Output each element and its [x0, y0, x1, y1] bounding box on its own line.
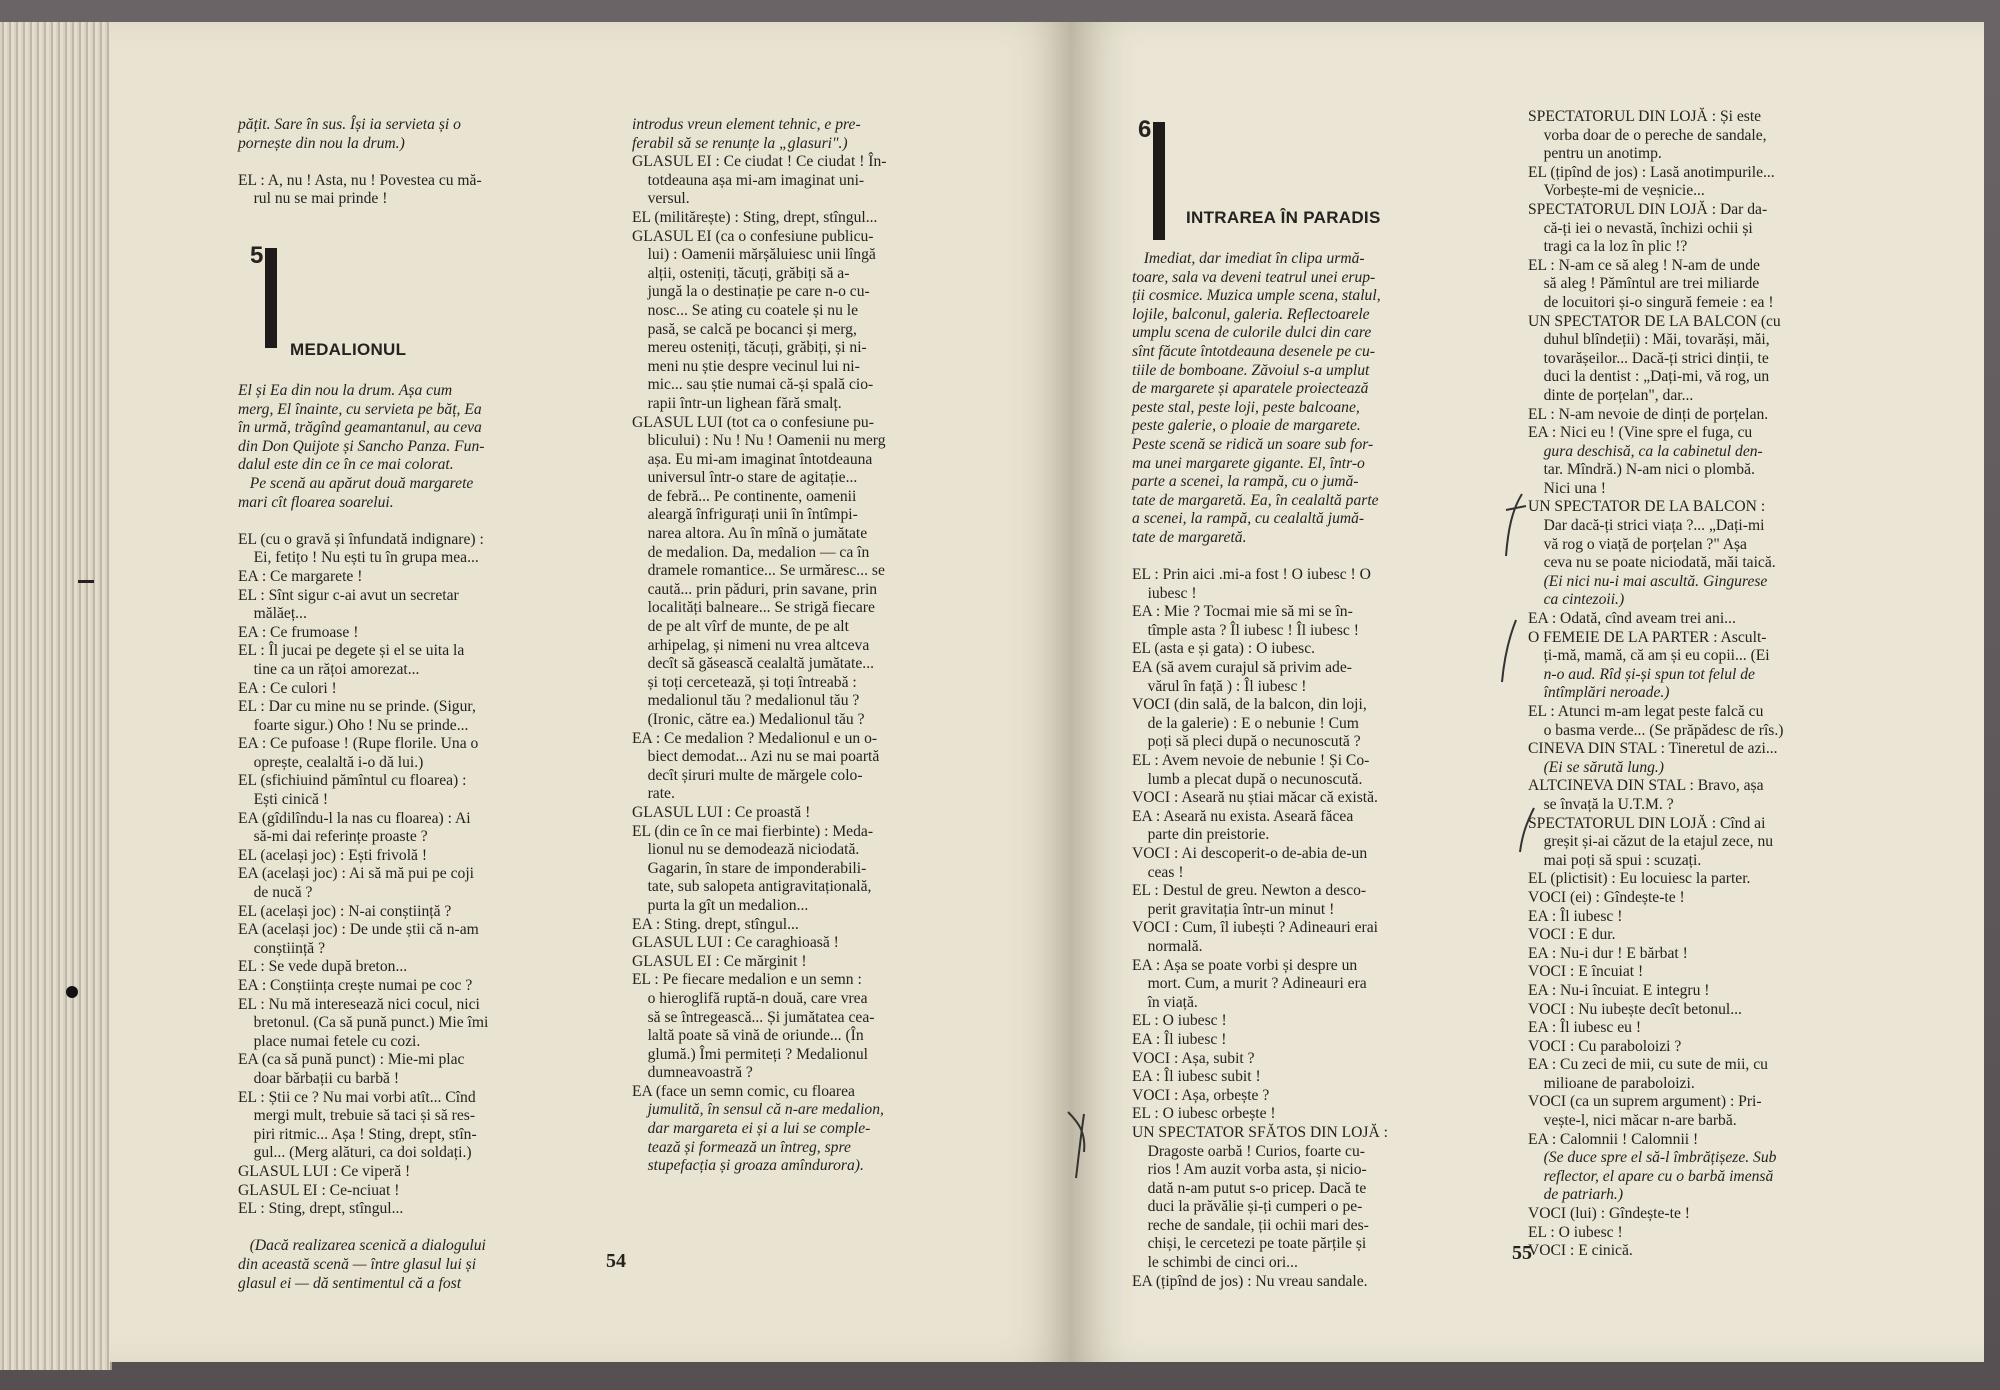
text-line: milioane de paraboloizi.: [1528, 1074, 1695, 1092]
text-line: aleargă înfrigurați unii în întîmpi-: [632, 506, 858, 524]
section-bar: [1153, 122, 1165, 240]
pencil-mark-1: [1492, 490, 1532, 560]
text-line: lojile, balconul, galeria. Reflectoarele: [1132, 305, 1370, 323]
text-line: vește-l, nici măcar n-are barbă.: [1528, 1112, 1737, 1130]
text-line: din această scenă — între glasul lui și: [238, 1255, 477, 1273]
text-line: EL : N-am ce să aleg ! N-am de unde: [1528, 256, 1760, 274]
text-line: VOCI : Ai descoperit-o de-abia de-un: [1132, 845, 1368, 862]
text-line: mai poți să spui : scuzați.: [1528, 851, 1702, 869]
text-line: tate de margaretă. Ea, în cealaltă parte: [1132, 491, 1379, 509]
margin-dot: [66, 986, 78, 998]
text-line: parte a scenei, la rampă, cu o jumă-: [1132, 473, 1359, 491]
text-line: dată n-am putut s-o pricep. Dacă te: [1132, 1179, 1367, 1197]
margin-tick: [78, 580, 94, 583]
text-line: universul într-o stare de agitație...: [632, 469, 858, 487]
text-line: EL : A, nu ! Asta, nu ! Povestea cu mă-: [238, 171, 482, 189]
section-number: 5: [250, 242, 264, 269]
page-number: 54: [606, 1250, 626, 1272]
text-line: dalul este din ce în ce mai colorat.: [238, 456, 454, 474]
text-line: de febră... Pe continente, oamenii: [632, 487, 857, 505]
text-line: EA : Ce frumoase !: [238, 623, 359, 641]
text-line: purta la gît un medalion...: [632, 896, 809, 914]
text-line: poți să pleci după o necunoscută ?: [1132, 733, 1361, 751]
text-line: medalionul tău ? medalionul tău ?: [632, 692, 860, 710]
text-line: duci la prăvălie și-ți cumperi o pe-: [1132, 1198, 1363, 1216]
text-line: decît să găsească cealaltă jumătate...: [632, 655, 875, 673]
text-line: peste galerie, o ploaie de margarete.: [1132, 417, 1361, 435]
text-line: EL : Destul de greu. Newton a desco-: [1132, 882, 1367, 900]
text-line: a scenei, la rampă, cu cealaltă jumă-: [1132, 510, 1365, 528]
text-line: EL (același joc) : N-ai conștiință ?: [238, 902, 452, 920]
text-line: (Ei se sărută lung.): [1528, 758, 1665, 776]
text-line: EA : Ce culori !: [238, 679, 337, 697]
text-line: de pe alt vîrf de munte, de pe alt: [632, 618, 849, 636]
text-line: VOCI (din sală, de la balcon, din loji,: [1132, 696, 1367, 714]
text-line: doar bărbații cu barbă !: [238, 1069, 400, 1087]
text-line: EL (țipînd de jos) : Lasă anotimpurile...: [1528, 163, 1775, 181]
text-line: GLASUL EI : Ce ciudat ! Ce ciudat ! În-: [632, 153, 887, 171]
text-line: tar. Mîndră.) N-am nici o plombă.: [1528, 461, 1755, 479]
text-line: lionul nu se demodează niciodată.: [632, 841, 860, 859]
text-line: EA : Îl iubesc eu !: [1528, 1019, 1642, 1037]
text-line: GLASUL EI (ca o confesiune publicu-: [632, 227, 874, 245]
text-line: stupefacția și groaza amîndurora).: [632, 1157, 864, 1175]
text-line: EL : Nu mă interesează nici cocul, nici: [238, 995, 480, 1013]
text-line: de patriarh.): [1528, 1186, 1624, 1204]
text-line: reche de sandale, ții ochii mari des-: [1132, 1216, 1369, 1234]
text-line: EL : O iubesc !: [1528, 1223, 1623, 1241]
text-line: EL (sfichiuind pămîntul cu floarea) :: [238, 772, 467, 790]
text-line: lui) : Oamenii mărșăluiesc unii lîngă: [632, 246, 876, 264]
text-line: mic... sau știe numai că-și spală cio-: [632, 376, 874, 394]
text-line: așa. Eu mi-am imaginat întotdeauna: [632, 450, 873, 468]
text-line: CINEVA DIN STAL : Tineretul de azi...: [1528, 740, 1778, 758]
text-line: jumulită, în sensul că n-are medalion,: [632, 1101, 884, 1119]
text-line: EL (asta e și gata) : O iubesc.: [1132, 640, 1316, 658]
text-line: mălăeț...: [238, 605, 307, 623]
text-line: VOCI : E cinică.: [1528, 1242, 1633, 1260]
text-line: (Ei nici nu-i mai ascultă. Gingurese: [1528, 572, 1768, 590]
text-line: chiși, le cercetezi pe toate părțile și: [1132, 1235, 1367, 1253]
text-line: n-o aud. Rîd și-și spun tot felul de: [1528, 665, 1755, 683]
text-line: EA : Odată, cînd aveam trei ani...: [1528, 610, 1736, 628]
text-line: rios ! Am auzit vorba asta, și nicio-: [1132, 1161, 1367, 1179]
left-col1-body-text: [238, 382, 598, 1293]
text-line: dinte de porțelan", dar...: [1528, 386, 1694, 404]
text-line: de nucă ?: [238, 884, 313, 902]
text-line: EL (militărește) : Sting, drept, stîngul...: [632, 208, 878, 226]
text-line: să aleg ! Pămîntul are trei miliarde: [1528, 275, 1760, 293]
text-line: biect demodat... Azi nu se mai poartă: [632, 748, 880, 766]
text-line: nosc... Se ating cu coatele și nu le: [632, 301, 859, 319]
text-line: rapii într-un lighean fără smalț.: [632, 394, 842, 412]
text-line: Peste scenă se ridică un soare sub for-: [1132, 435, 1374, 453]
text-line: tiile de bomboane. Zăvoiul s-a umplut: [1132, 361, 1370, 379]
pencil-mark-3: [1510, 804, 1540, 854]
right-page: [1072, 22, 1984, 1362]
text-line: [1132, 548, 1532, 567]
text-line: se învață la U.T.M. ?: [1528, 795, 1674, 813]
text-line: glasul ei — dă sentimentul că a fost: [238, 1274, 462, 1292]
text-line: de medalion. Da, medalion — ca în: [632, 543, 870, 561]
text-line: UN SPECTATOR SFĂTOS DIN LOJĂ :: [1132, 1123, 1388, 1141]
text-line: EA : Îl iubesc !: [1132, 1030, 1227, 1048]
text-line: EA : Sting. drept, stîngul...: [632, 915, 799, 933]
text-line: ca cintezoii.): [1528, 591, 1625, 609]
text-line: place numai fetele cu cozi.: [238, 1032, 421, 1050]
text-line: EA : Nu-i dur ! E bărbat !: [1528, 944, 1688, 962]
text-line: jungă la o destinație pe care n-o cu-: [632, 283, 870, 301]
text-line: EL : Atunci m-am legat peste falcă cu: [1528, 703, 1764, 720]
text-line: EL : Sînt sigur c-ai avut un secretar: [238, 586, 459, 604]
text-line: dumneavoastră ?: [632, 1064, 753, 1082]
text-line: iubesc !: [1132, 584, 1197, 602]
text-line: EL : O iubesc orbește !: [1132, 1105, 1276, 1123]
text-line: și toți cercetează, și toți întreabă :: [632, 673, 857, 691]
section-title: MEDALIONUL: [290, 340, 407, 359]
text-line: GLASUL LUI : Ce viperă !: [238, 1162, 411, 1180]
text-line: gul... (Merg alături, ca doi soldați.): [238, 1144, 472, 1162]
text-line: ma unei margarete gigante. El, într-o: [1132, 454, 1365, 472]
text-line: localități balneare... Se strigă fiecare: [632, 599, 875, 617]
text-line: dar margareta ei și a lui se comple-: [632, 1120, 871, 1138]
text-line: lumb a plecat după o necunoscută.: [1132, 770, 1363, 788]
text-line: versul.: [632, 190, 690, 208]
text-line: Ești cinică !: [238, 791, 329, 809]
text-line: bretonul. (Ca să pună punct.) Mie îmi: [238, 1014, 489, 1032]
text-line: ți-mă, mamă, că am și eu copii... (Ei: [1528, 647, 1770, 665]
text-line: tovarășeilor... Dacă-ți strici dinții, te: [1528, 349, 1769, 367]
text-line: EA : Nici eu ! (Vine spre el fuga, cu: [1528, 424, 1753, 442]
text-line: umplu scena de culorile dulci din care: [1132, 324, 1372, 342]
text-line: mort. Cum, a murit ? Adineauri era: [1132, 975, 1367, 993]
right-col2-text: [1528, 108, 1948, 1261]
text-line: pasă, se calcă pe bocanci și merg,: [632, 320, 857, 338]
text-line: EA : Ce pufoase ! (Rupe florile. Una o: [238, 735, 479, 753]
text-line: laltă poate să vină de oriunde... (În: [632, 1027, 864, 1045]
text-line: parte din preistorie.: [1132, 826, 1270, 844]
section-6-marker: [1138, 118, 1165, 240]
text-line: Vorbește-mi de veșnicie...: [1528, 182, 1705, 200]
text-line: EL : Pe fiecare medalion e un semn :: [632, 971, 862, 989]
text-line: tează și formează un întreg, spre: [632, 1138, 851, 1156]
text-line: EL : Îl jucai pe degete și el se uita la: [238, 642, 465, 660]
text-line: Pe scenă au apărut două margarete: [238, 474, 474, 492]
text-line: SPECTATORUL DIN LOJĂ : Cînd ai: [1528, 814, 1766, 832]
text-line: oprește, cealaltă i-o dă lui.): [238, 753, 424, 771]
text-line: EL : Prin aici .mi-a fost ! O iubesc ! O: [1132, 566, 1371, 584]
text-line: glumă.) Îmi permiteți ? Medalionul: [632, 1045, 869, 1063]
page-edges: [0, 22, 112, 1370]
text-line: în viață.: [1132, 993, 1198, 1011]
text-line: EA (gîdilîndu-l la nas cu floarea) : Ai: [238, 809, 471, 827]
text-line: în urmă, trăgînd geamantanul, au ceva: [238, 419, 482, 437]
text-line: UN SPECTATOR DE LA BALCON (cu: [1528, 312, 1781, 330]
text-line: pentru un anotimp.: [1528, 145, 1662, 163]
text-line: EA : Calomnii ! Calomnii !: [1528, 1130, 1699, 1148]
text-line: VOCI : Cum, îl iubești ? Adineauri erai: [1132, 919, 1378, 937]
text-line: tate de margaretă.: [1132, 528, 1247, 546]
text-line: vorba doar de o pereche de sandale,: [1528, 126, 1767, 144]
text-line: o hieroglifă ruptă-n două, care vrea: [632, 989, 868, 1007]
text-line: meni nu știe despre vecinul lui ni-: [632, 357, 860, 375]
left-col2-text: [632, 116, 992, 1176]
text-line: GLASUL LUI : Ce caraghioasă !: [632, 934, 839, 952]
text-line: Dragoste oarbă ! Curios, foarte cu-: [1132, 1142, 1365, 1160]
text-line: (Ironic, către ea.) Medalionul tău ?: [632, 711, 865, 728]
text-line: perit gravitația într-un minut !: [1132, 900, 1335, 918]
text-line: EL (din ce în ce mai fierbinte) : Meda-: [632, 822, 874, 840]
text-line: EA (face un semn comic, cu floarea: [632, 1082, 855, 1100]
text-line: VOCI : Nu iubește decît betonul...: [1528, 1000, 1742, 1018]
text-line: greșit și-ai căzut de la etajul zece, nu: [1528, 833, 1774, 851]
text-line: EA : Îl iubesc !: [1528, 907, 1623, 925]
text-line: O FEMEIE DE LA PARTER : Ascult-: [1528, 628, 1767, 646]
text-line: EA (să avem curajul să privim ade-: [1132, 659, 1352, 677]
text-line: VOCI : Așa, orbește ?: [1132, 1086, 1270, 1104]
text-line: ceva nu se poate niciodată, măi taică.: [1528, 554, 1776, 572]
text-line: EL : Avem nevoie de nebunie ! Și Co-: [1132, 752, 1370, 770]
text-line: piri ritmic... Așa ! Sting, drept, stîn-: [238, 1125, 477, 1143]
text-line: duci la dentist : „Dați-mi, vă rog, un: [1528, 368, 1770, 386]
text-line: mereu osteniți, tăcuți, grăbiți, și ni-: [632, 339, 867, 357]
text-line: EA : Mie ? Tocmai mie să mi se în-: [1132, 603, 1353, 621]
text-line: EA (același joc) : De unde știi că n-am: [238, 921, 479, 939]
text-line: caută... prin păduri, prin savane, prin: [632, 580, 878, 598]
text-line: mergi mult, trebuie să taci și să res-: [238, 1107, 476, 1125]
text-line: pornește din nou la drum.): [238, 134, 405, 152]
text-line: SPECTATORUL DIN LOJĂ : Și este: [1528, 108, 1762, 125]
text-line: EA : Îl iubesc subit !: [1132, 1068, 1261, 1086]
text-line: merg, El înainte, cu servieta pe băț, Ea: [238, 400, 482, 418]
pencil-mark-2: [1486, 616, 1526, 686]
text-line: [238, 512, 598, 531]
text-line: arhipelag, și nimeni nu vrea altceva: [632, 636, 870, 654]
text-line: VOCI : E dur.: [1528, 926, 1616, 944]
text-line: alții, osteniți, tăcuți, grăbiți să a-: [632, 264, 850, 282]
page-number: 55: [1512, 1242, 1532, 1264]
text-line: EL (plictisit) : Eu locuiesc la parter.: [1528, 870, 1751, 888]
text-line: să se întregească... Și jumătatea cea-: [632, 1008, 875, 1026]
text-line: ALTCINEVA DIN STAL : Bravo, așa: [1528, 777, 1764, 795]
text-line: dramele romantice... Se urmăresc... se: [632, 562, 885, 580]
text-line: decît șiruri multe de mărgele colo-: [632, 766, 863, 784]
text-line: [238, 153, 598, 172]
text-line: întîmplări neroade.): [1528, 684, 1670, 702]
text-line: GLASUL EI : Ce-nciuat !: [238, 1181, 400, 1199]
text-line: rate.: [632, 785, 675, 803]
left-col1-top-text: [238, 116, 598, 209]
text-line: le schimbi de cinci ori...: [1132, 1254, 1298, 1272]
text-line: VOCI (lui) : Gîndește-te !: [1528, 1205, 1690, 1223]
text-line: EL : N-am nevoie de dinți de porțelan.: [1528, 405, 1769, 423]
text-line: EA : Aseară nu exista. Aseară făcea: [1132, 807, 1354, 825]
text-line: EA : Nu-i încuiat. E integru !: [1528, 981, 1710, 999]
text-line: toare, sala va deveni teatrul unei erup-: [1132, 268, 1376, 286]
text-line: EL (cu o gravă și înfundată indignare) :: [238, 530, 484, 548]
text-line: conștiință ?: [238, 939, 326, 957]
text-line: sînt făcute întotdeauna desenele pe cu-: [1132, 342, 1375, 360]
text-line: EL : O iubesc !: [1132, 1012, 1227, 1030]
left-page: [110, 22, 1072, 1362]
text-line: mari cît floarea soarelui.: [238, 493, 394, 511]
text-line: VOCI : Așa, subit ?: [1132, 1049, 1255, 1067]
section-title: INTRAREA ÎN PARADIS: [1186, 208, 1381, 227]
text-line: ferabil să se renunțe la „glasuri".): [632, 134, 848, 152]
text-line: Imediat, dar imediat în clipa urmă-: [1132, 250, 1365, 267]
text-line: EL : Se vede după breton...: [238, 958, 408, 976]
text-line: rul nu se mai prinde !: [238, 190, 388, 208]
text-line: tate, sub salopeta antigravitațională,: [632, 878, 872, 896]
text-line: tragi ca la loz în plic !?: [1528, 238, 1688, 256]
text-line: peste stal, peste loji, peste balcoane,: [1132, 398, 1360, 416]
text-line: GLASUL LUI : Ce proastă !: [632, 803, 811, 821]
text-line: EA (ca să pună punct) : Mie-mi plac: [238, 1051, 465, 1069]
text-line: EL (același joc) : Ești frivolă !: [238, 846, 428, 864]
text-line: de locuitori și-o singură femeie : ea !: [1528, 293, 1774, 311]
text-line: o basma verde... (Se prăpădesc de rîs.): [1528, 721, 1784, 739]
text-line: de margarete și aparatele proiectează: [1132, 380, 1369, 398]
text-line: EL : Sting, drept, stîngul...: [238, 1200, 404, 1218]
text-line: (Dacă realizarea scenică a dialogului: [238, 1237, 486, 1255]
text-line: blicului) : Nu ! Nu ! Oamenii nu merg: [632, 432, 886, 450]
text-line: VOCI : Aseară nu știai măcar că există.: [1132, 789, 1378, 807]
text-line: El și Ea din nou la drum. Așa cum: [238, 382, 453, 399]
text-line: duhul blîndeții) : Măi, tovarăși, măi,: [1528, 331, 1770, 349]
text-line: EA : Ce margarete !: [238, 567, 363, 585]
text-line: ceas !: [1132, 863, 1184, 881]
text-line: (Se duce spre el să-l îmbrățișeze. Sub: [1528, 1149, 1777, 1167]
text-line: vă rog o viață de porțelan ?" Așa: [1528, 535, 1747, 553]
section-bar: [265, 248, 277, 348]
text-line: că-ți iei o nevastă, închizi ochii și: [1528, 219, 1753, 237]
text-line: EA : Conștiința crește numai pe coc ?: [238, 977, 473, 994]
text-line: SPECTATORUL DIN LOJĂ : Dar da-: [1528, 200, 1768, 218]
text-line: Nici una !: [1528, 479, 1606, 497]
text-line: EA : Ce medalion ? Medalionul e un o-: [632, 729, 878, 747]
text-line: pățit. Sare în sus. Își ia servieta și o: [238, 116, 461, 133]
text-line: VOCI (ei) : Gîndește-te !: [1528, 888, 1685, 906]
section-number: 6: [1138, 116, 1152, 143]
text-line: EA : Cu zeci de mii, cu sute de mii, cu: [1528, 1056, 1768, 1074]
section-5-marker: [250, 244, 277, 348]
text-line: Dar dacă-ți strici viața ?... „Dați-mi: [1528, 517, 1765, 535]
text-line: Gagarin, în stare de imponderabili-: [632, 859, 867, 877]
text-line: EL : Știi ce ? Nu mai vorbi atît... Cînd: [238, 1088, 476, 1106]
text-line: totdeauna așa mi-am imaginat uni-: [632, 171, 865, 189]
text-line: gura deschisă, ca la cabinetul den-: [1528, 442, 1763, 460]
text-line: EA : Așa se poate vorbi și despre un: [1132, 956, 1358, 974]
text-line: tine ca un rățoi amorezat...: [238, 660, 420, 678]
text-line: UN SPECTATOR DE LA BALCON :: [1528, 498, 1766, 516]
text-line: VOCI (ca un suprem argument) : Pri-: [1528, 1093, 1762, 1111]
text-line: [238, 1219, 598, 1238]
text-line: narea altora. Au în mînă o jumătate: [632, 525, 868, 543]
text-line: Ei, fetițo ! Nu ești tu în grupa mea...: [238, 549, 479, 567]
text-line: EA (același joc) : Ai să mă pui pe coji: [238, 865, 474, 883]
text-line: VOCI : Cu paraboloizi ?: [1528, 1037, 1682, 1055]
text-line: să-mi dai referințe proaste ?: [238, 828, 428, 846]
text-line: introdus vreun element tehnic, e pre-: [632, 116, 861, 133]
text-line: EA (țipînd de jos) : Nu vreau sandale.: [1132, 1272, 1368, 1290]
text-line: normală.: [1132, 937, 1203, 955]
right-col1-text: [1132, 250, 1532, 1291]
text-line: VOCI : E încuiat !: [1528, 963, 1644, 981]
text-line: de la galerie) : E o nebunie ! Cum: [1132, 714, 1359, 732]
text-line: reflector, el apare cu o barbă imensă: [1528, 1167, 1774, 1185]
text-line: din Don Quijote și Sancho Panza. Fun-: [238, 437, 485, 455]
text-line: EL : Dar cu mine nu se prinde. (Sigur,: [238, 698, 476, 716]
text-line: tîmple asta ? Îl iubesc ! Îl iubesc !: [1132, 621, 1359, 639]
text-line: GLASUL EI : Ce mărginit !: [632, 952, 807, 970]
text-line: vărul în față ) : Îl iubesc !: [1132, 677, 1307, 695]
text-line: foarte sigur.) Oho ! Nu se prinde...: [238, 716, 469, 734]
text-line: ții cosmice. Muzica umple scena, stalul,: [1132, 287, 1381, 305]
text-line: GLASUL LUI (tot ca o confesiune pu-: [632, 413, 874, 431]
pencil-mark-4: [1062, 1102, 1102, 1182]
